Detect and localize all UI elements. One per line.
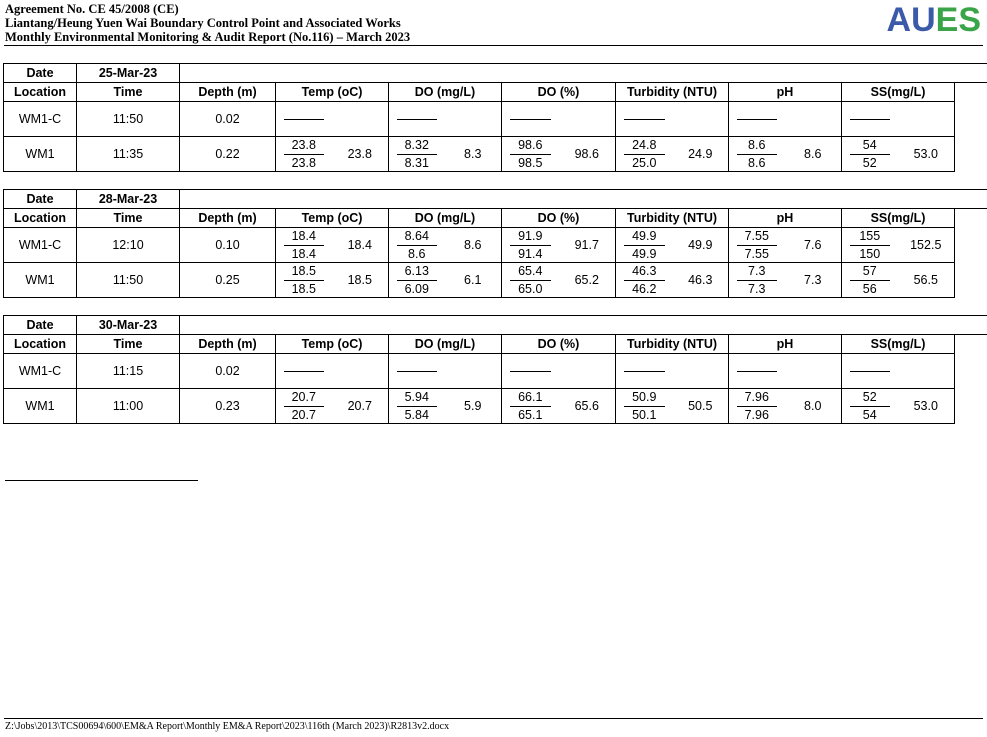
agreement-line: Agreement No. CE 45/2008 (CE) (5, 2, 179, 16)
column-header: pH (729, 335, 842, 354)
ss-readings (842, 137, 898, 172)
reading-1: 49.9 (624, 228, 665, 246)
column-header: DO (%) (502, 83, 616, 102)
reading-2: 8.6 (748, 155, 766, 170)
reading-2 (624, 120, 665, 137)
do_mgl-average: 8.6 (445, 228, 502, 263)
ss-readings (842, 263, 898, 298)
project-line: Liantang/Heung Yuen Wai Boundary Control Point and Associated Works (5, 16, 401, 30)
reading-2 (284, 372, 324, 389)
reading-2: 18.5 (291, 281, 316, 296)
location-cell: WM1 (4, 137, 77, 172)
reading-1: 7.96 (737, 389, 777, 407)
reading-2: 8.31 (404, 155, 429, 170)
reading-2 (510, 120, 551, 137)
turb-average: 46.3 (673, 263, 729, 298)
temp-average: 18.5 (332, 263, 389, 298)
column-header: Time (77, 335, 180, 354)
ss-readings (842, 102, 898, 137)
monitoring-table (3, 189, 987, 298)
do_pct-readings (502, 102, 559, 137)
reading-1: 54 (850, 137, 890, 155)
reading-2: 50.1 (632, 407, 657, 422)
column-header: DO (mg/L) (389, 335, 502, 354)
do_mgl-readings (389, 102, 445, 137)
temp-readings (276, 389, 332, 424)
column-header: SS(mg/L) (842, 335, 955, 354)
reading-1 (397, 354, 437, 372)
ss-readings (842, 389, 898, 424)
location-cell: WM1 (4, 263, 77, 298)
table-row (4, 228, 987, 263)
do_pct-average: 91.7 (559, 228, 616, 263)
date-value: 28-Mar-23 (77, 190, 180, 209)
reading-1: 18.5 (284, 263, 324, 281)
depth-cell: 0.10 (180, 228, 276, 263)
turb-readings (616, 354, 673, 389)
reading-2: 46.2 (632, 281, 657, 296)
do_mgl-average: 5.9 (445, 389, 502, 424)
reading-1: 52 (850, 389, 890, 407)
reading-2 (397, 372, 437, 389)
turb-average (673, 102, 729, 137)
reading-2 (850, 120, 890, 137)
column-header: Depth (m) (180, 209, 276, 228)
reading-2: 98.5 (518, 155, 543, 170)
ph-average: 8.0 (785, 389, 842, 424)
ph-average: 7.6 (785, 228, 842, 263)
turb-average: 49.9 (673, 228, 729, 263)
time-cell: 11:15 (77, 354, 180, 389)
reading-1: 24.8 (624, 137, 665, 155)
reading-1: 98.6 (510, 137, 551, 155)
column-header: Turbidity (NTU) (616, 335, 729, 354)
ss-readings (842, 228, 898, 263)
column-header: SS(mg/L) (842, 209, 955, 228)
reading-1: 8.64 (397, 228, 437, 246)
column-header: SS(mg/L) (842, 83, 955, 102)
ph-readings (729, 263, 785, 298)
column-header: DO (%) (502, 209, 616, 228)
temp-average: 23.8 (332, 137, 389, 172)
ss-readings (842, 354, 898, 389)
date-label: Date (4, 316, 77, 335)
do_mgl-readings (389, 389, 445, 424)
reading-2: 8.6 (408, 246, 426, 261)
ss-average: 53.0 (898, 137, 955, 172)
do_pct-readings (502, 228, 559, 263)
location-cell: WM1-C (4, 354, 77, 389)
reading-2: 25.0 (632, 155, 657, 170)
reading-1: 18.4 (284, 228, 324, 246)
reading-2 (850, 372, 890, 389)
reading-1: 6.13 (397, 263, 437, 281)
reading-1 (850, 354, 890, 372)
temp-readings (276, 228, 332, 263)
do_pct-average: 65.2 (559, 263, 616, 298)
location-cell: WM1-C (4, 102, 77, 137)
reading-1: 5.94 (397, 389, 437, 407)
ph-readings (729, 354, 785, 389)
table-row (4, 263, 987, 298)
column-header: DO (%) (502, 335, 616, 354)
column-header: Location (4, 83, 77, 102)
date-value: 25-Mar-23 (77, 64, 180, 83)
column-header: Time (77, 209, 180, 228)
ph-readings (729, 389, 785, 424)
column-header: Temp (oC) (276, 335, 389, 354)
do_mgl-average: 8.3 (445, 137, 502, 172)
column-header: DO (mg/L) (389, 209, 502, 228)
do_pct-readings (502, 263, 559, 298)
turb-readings (616, 389, 673, 424)
turb-average: 50.5 (673, 389, 729, 424)
reading-1: 91.9 (510, 228, 551, 246)
date-row-blank (180, 316, 987, 335)
footer-divider (4, 718, 983, 719)
reading-2: 18.4 (291, 246, 316, 261)
reading-1 (284, 102, 324, 120)
temp-readings (276, 137, 332, 172)
reading-1: 7.3 (737, 263, 777, 281)
temp-readings (276, 354, 332, 389)
reading-2: 7.3 (748, 281, 766, 296)
report-title-line: Monthly Environmental Monitoring & Audit Report (No.116) – March 2023 (5, 30, 411, 44)
do_mgl-readings (389, 263, 445, 298)
reading-1: 65.4 (510, 263, 551, 281)
reading-2: 65.1 (518, 407, 543, 422)
reading-2: 23.8 (291, 155, 316, 170)
do_pct-average (559, 102, 616, 137)
reading-1: 155 (850, 228, 890, 246)
reading-2: 56 (862, 281, 877, 296)
monitoring-table (3, 63, 987, 172)
monitoring-table (3, 315, 987, 424)
ph-average (785, 354, 842, 389)
ph-readings (729, 137, 785, 172)
reading-1: 23.8 (284, 137, 324, 155)
reading-2 (510, 372, 551, 389)
date-row-blank (180, 64, 987, 83)
do_mgl-average: 6.1 (445, 263, 502, 298)
reading-1: 7.55 (737, 228, 777, 246)
do_pct-average: 98.6 (559, 137, 616, 172)
reading-1 (737, 354, 777, 372)
time-cell: 11:00 (77, 389, 180, 424)
do_pct-readings (502, 389, 559, 424)
reading-2: 7.96 (744, 407, 769, 422)
reading-2 (737, 372, 777, 389)
table-row (4, 102, 987, 137)
reading-2: 7.55 (744, 246, 769, 261)
do_mgl-average (445, 102, 502, 137)
turb-average (673, 354, 729, 389)
time-cell: 11:35 (77, 137, 180, 172)
turb-readings (616, 102, 673, 137)
do_pct-average (559, 354, 616, 389)
time-cell: 11:50 (77, 102, 180, 137)
depth-cell: 0.22 (180, 137, 276, 172)
ss-average (898, 354, 955, 389)
column-header: Location (4, 335, 77, 354)
reading-2: 49.9 (632, 246, 657, 261)
reading-1 (510, 102, 551, 120)
reading-2: 20.7 (291, 407, 316, 422)
ss-average: 53.0 (898, 389, 955, 424)
footnote-divider (5, 480, 198, 481)
location-cell: WM1-C (4, 228, 77, 263)
reading-2: 5.84 (404, 407, 429, 422)
do_mgl-average (445, 354, 502, 389)
do_pct-readings (502, 137, 559, 172)
aues-logo: AUES (886, 1, 981, 39)
ph-readings (729, 228, 785, 263)
reading-2: 6.09 (404, 281, 429, 296)
reading-1: 20.7 (284, 389, 324, 407)
column-header: Temp (oC) (276, 83, 389, 102)
column-header: Turbidity (NTU) (616, 209, 729, 228)
date-label: Date (4, 64, 77, 83)
reading-1 (624, 354, 665, 372)
ph-average (785, 102, 842, 137)
reading-1: 8.6 (737, 137, 777, 155)
reading-2 (284, 120, 324, 137)
turb-readings (616, 263, 673, 298)
column-header: Depth (m) (180, 83, 276, 102)
turb-average: 24.9 (673, 137, 729, 172)
time-cell: 12:10 (77, 228, 180, 263)
temp-average: 18.4 (332, 228, 389, 263)
temp-average (332, 354, 389, 389)
reading-1: 57 (850, 263, 890, 281)
location-cell: WM1 (4, 389, 77, 424)
reading-1: 8.32 (397, 137, 437, 155)
ss-average: 152.5 (898, 228, 955, 263)
reading-2 (737, 120, 777, 137)
ph-readings (729, 102, 785, 137)
table-row (4, 389, 987, 424)
reading-1: 50.9 (624, 389, 665, 407)
column-header: Turbidity (NTU) (616, 83, 729, 102)
reading-2: 65.0 (518, 281, 543, 296)
reading-2 (624, 372, 665, 389)
depth-cell: 0.02 (180, 102, 276, 137)
reading-1 (397, 102, 437, 120)
ss-average (898, 102, 955, 137)
date-label: Date (4, 190, 77, 209)
reading-1 (624, 102, 665, 120)
reading-1 (284, 354, 324, 372)
do_pct-average: 65.6 (559, 389, 616, 424)
do_mgl-readings (389, 137, 445, 172)
date-value: 30-Mar-23 (77, 316, 180, 335)
column-header: pH (729, 209, 842, 228)
reading-2: 150 (859, 246, 881, 261)
depth-cell: 0.02 (180, 354, 276, 389)
table-row (4, 354, 987, 389)
column-header: pH (729, 83, 842, 102)
temp-average (332, 102, 389, 137)
turb-readings (616, 228, 673, 263)
header-divider (4, 45, 983, 46)
reading-1: 46.3 (624, 263, 665, 281)
depth-cell: 0.25 (180, 263, 276, 298)
do_pct-readings (502, 354, 559, 389)
date-row-blank (180, 190, 987, 209)
column-header: Temp (oC) (276, 209, 389, 228)
reading-1 (850, 102, 890, 120)
column-header: Depth (m) (180, 335, 276, 354)
reading-2: 91.4 (518, 246, 543, 261)
reading-1 (510, 354, 551, 372)
reading-2: 54 (862, 407, 877, 422)
column-header: Location (4, 209, 77, 228)
ss-average: 56.5 (898, 263, 955, 298)
do_mgl-readings (389, 228, 445, 263)
depth-cell: 0.23 (180, 389, 276, 424)
reading-1: 66.1 (510, 389, 551, 407)
file-path: Z:\Jobs\2013\TCS00694\600\EM&A Report\Monthly EM&A Report\2023\116th (March 2023)\R2813v2.docx (5, 721, 450, 732)
ph-average: 8.6 (785, 137, 842, 172)
reading-1 (737, 102, 777, 120)
time-cell: 11:50 (77, 263, 180, 298)
temp-readings (276, 263, 332, 298)
temp-readings (276, 102, 332, 137)
temp-average: 20.7 (332, 389, 389, 424)
report-header (5, 2, 410, 44)
turb-readings (616, 137, 673, 172)
column-header: Time (77, 83, 180, 102)
reading-2: 52 (862, 155, 877, 170)
column-header: DO (mg/L) (389, 83, 502, 102)
do_mgl-readings (389, 354, 445, 389)
ph-average: 7.3 (785, 263, 842, 298)
reading-2 (397, 120, 437, 137)
table-row (4, 137, 987, 172)
